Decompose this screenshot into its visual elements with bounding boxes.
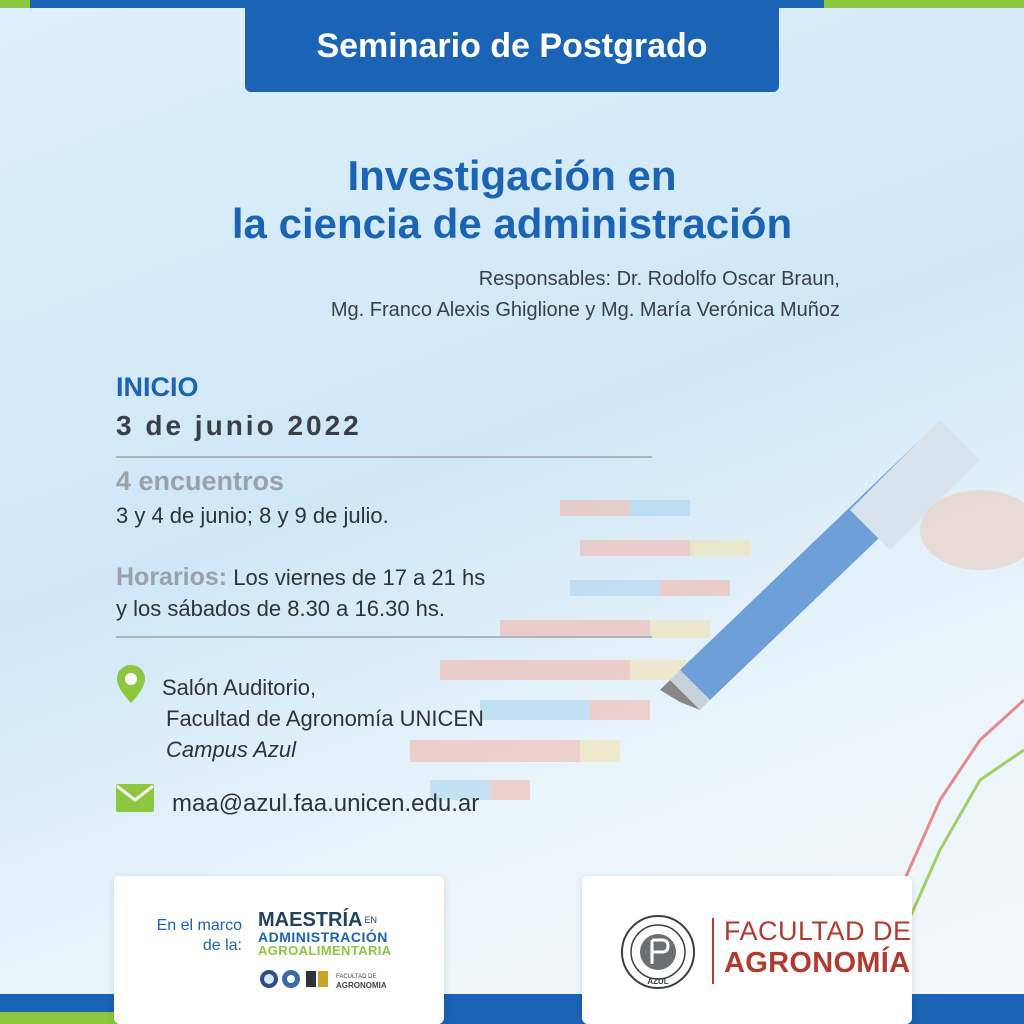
- faculty-divider: [712, 918, 714, 984]
- divider: [116, 456, 652, 458]
- maestria-word: MAESTRÍA: [258, 909, 363, 931]
- seminar-title: [0, 152, 1024, 248]
- responsables-line-1: Responsables: Dr. Rodolfo Oscar Braun,: [478, 268, 840, 290]
- partner-logo-icon: [306, 971, 316, 987]
- top-stripe-accent-left: [0, 0, 30, 8]
- bg-bar: [580, 540, 690, 556]
- bg-bar: [560, 500, 630, 516]
- start-label: INICIO: [116, 372, 199, 402]
- maestria-agroalimentaria: AGROALIMENTARIA: [258, 943, 392, 958]
- bg-line-red: [900, 700, 1024, 890]
- header-banner: [245, 0, 779, 92]
- maestria-logo: [258, 910, 392, 957]
- faculty-seal-icon: [620, 914, 696, 990]
- bg-bar: [480, 700, 590, 720]
- schedule-line-2: y los sábados de 8.30 a 16.30 hs.: [116, 596, 446, 621]
- faculty-card: [582, 876, 912, 1024]
- start-date: 3 de junio 2022: [116, 410, 362, 441]
- faculty-name: [724, 916, 912, 980]
- pen-illustration: [660, 420, 1024, 710]
- faculty-line-1: FACULTAD DE: [724, 916, 912, 946]
- faculty-line-2: AGRONOMÍA: [724, 947, 911, 979]
- small-logo-line-2: AGRONOMIA: [336, 981, 387, 990]
- maestria-en: EN: [364, 915, 377, 925]
- location-pin-icon: [116, 664, 146, 704]
- title-line-2: la ciencia de administración: [231, 200, 793, 247]
- bg-bar: [570, 580, 660, 596]
- schedule: [116, 562, 485, 624]
- marco-text: [138, 916, 242, 956]
- title-line-1: Investigación en: [347, 152, 677, 199]
- maestria-card: [114, 876, 444, 1024]
- divider: [116, 636, 652, 638]
- header-label: Seminario de Postgrado: [316, 26, 708, 65]
- small-logo-line-1: FACULTAD DE: [336, 974, 377, 980]
- contact-email[interactable]: maa@azul.faa.unicen.edu.ar: [172, 790, 480, 817]
- bg-bar: [490, 780, 530, 800]
- envelope-icon: [116, 784, 154, 812]
- bg-bar: [650, 620, 710, 638]
- bg-bar: [590, 700, 650, 720]
- location: [162, 672, 484, 765]
- responsables-line-2: Mg. Franco Alexis Ghiglione y Mg. María Verónica Muñoz: [330, 299, 840, 321]
- location-line-2: Facultad de Agronomía UNICEN: [166, 706, 484, 731]
- bg-bar: [660, 580, 730, 596]
- maestria-administracion: ADMINISTRACIÓN: [258, 929, 388, 945]
- bg-bar: [580, 740, 620, 762]
- schedule-line-1: Los viernes de 17 a 21 hs: [233, 565, 486, 590]
- responsables: [331, 264, 840, 326]
- seal-text: AZUL: [647, 977, 669, 986]
- meetings-dates: 3 y 4 de junio; 8 y 9 de julio.: [116, 503, 389, 528]
- top-stripe-accent: [824, 0, 1024, 8]
- location-line-3: Campus Azul: [166, 737, 297, 762]
- schedule-label: Horarios:: [116, 563, 228, 591]
- meetings-label: 4 encuentros: [116, 466, 285, 496]
- bg-bar: [630, 500, 690, 516]
- small-faculty-logo: [336, 974, 387, 990]
- marco-line-1: En el marco: [156, 917, 242, 934]
- marco-line-2: de la:: [202, 937, 242, 954]
- location-line-1: Salón Auditorio,: [162, 675, 317, 700]
- bg-bar: [690, 540, 750, 556]
